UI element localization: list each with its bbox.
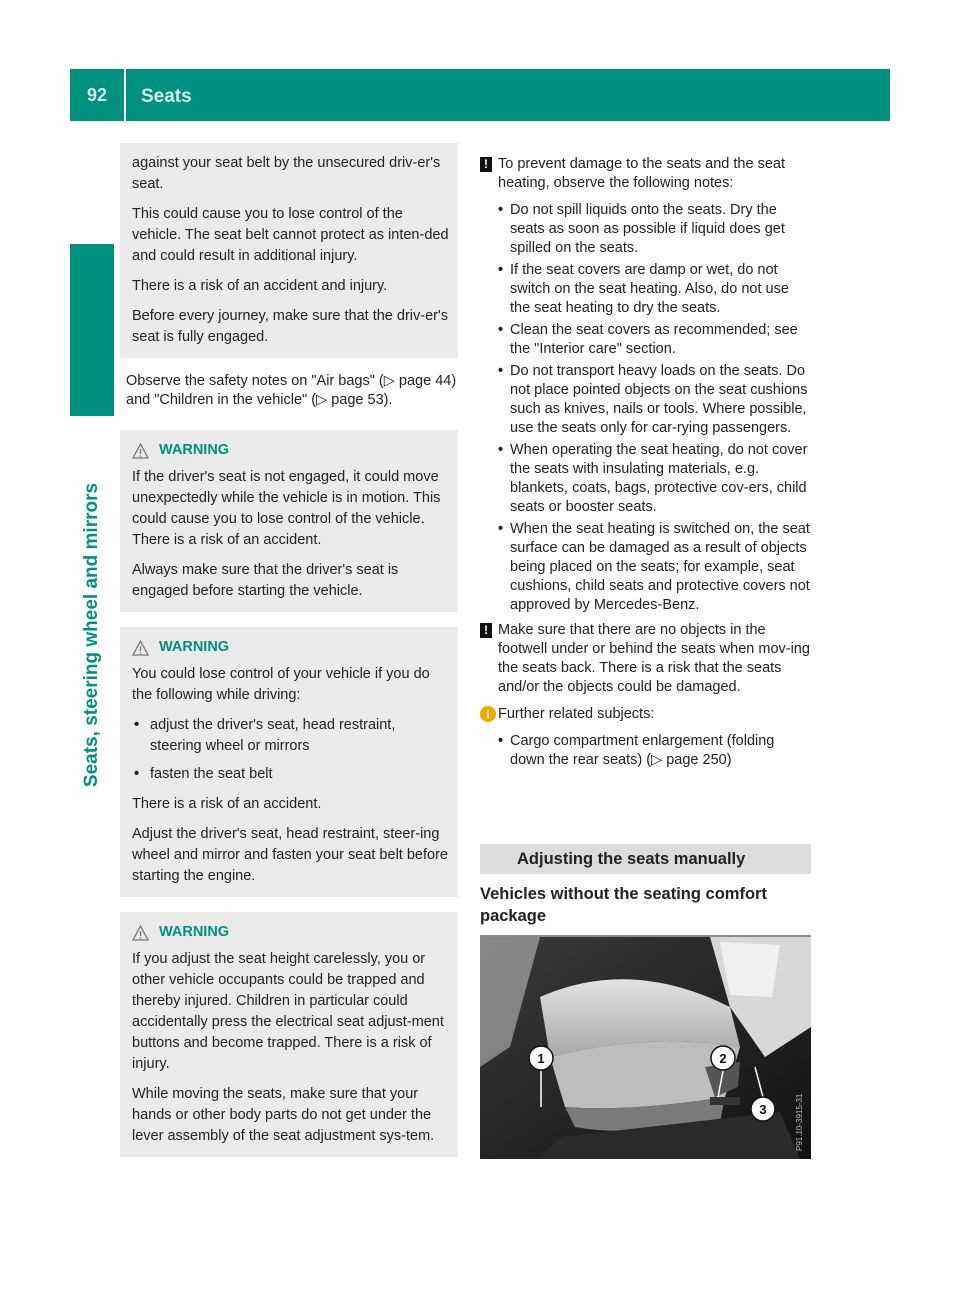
- note-text: Make sure that there are no objects in the footwell under or behind the seats when mov-ing the seats back. There is a risk that the seats and/or the objects could be damaged.: [498, 622, 810, 695]
- continued-warning-box: [120, 143, 458, 358]
- info-note: [480, 705, 812, 724]
- damage-note: [480, 155, 812, 193]
- warning-triangle-icon: [132, 640, 149, 656]
- list-item: • adjust the driver's seat, head restraint, steering wheel or mirrors: [132, 715, 450, 757]
- list-item: • When the seat heating is switched on, the seat surface can be damaged as a result of objects being placed on the seats; for example, seat cushions, child seats and protective covers not approved by Mercedes-Benz.: [498, 520, 812, 615]
- warning-label: WARNING: [159, 639, 230, 655]
- svg-text:3: 3: [759, 1102, 767, 1117]
- warning-text: While moving the seats, make sure that your hands or other body parts do not get under the lever assembly of the seat adjustment sys-tem.: [132, 1086, 435, 1144]
- warning-list: [132, 715, 450, 785]
- related-subjects-list: [480, 732, 812, 770]
- observe-note: Observe the safety notes on "Air bags" (▷ page 44) and "Children in the vehicle" (▷ page 53).: [126, 373, 457, 408]
- exclamation-icon: !: [480, 623, 492, 638]
- damage-note-list: [480, 201, 812, 615]
- exclamation-icon: !: [480, 157, 492, 172]
- page-number: 92: [70, 69, 126, 121]
- warning-text: If you adjust the seat height carelessly, you or other vehicle occupants could be trapped and thereby injured. Children in particular could accidentally press the electrical seat adjust-ment buttons and become trapped. There is a risk of injury.: [132, 951, 444, 1072]
- list-item: • fasten the seat belt: [132, 764, 450, 785]
- list-item: • When operating the seat heating, do not cover the seats with insulating materials, e.g. blankets, coats, bags, protective cov-ers, child seats or booster seats.: [498, 441, 812, 517]
- list-item: • Clean the seat covers as recommended; see the "Interior care" section.: [498, 321, 812, 359]
- box-paragraph: against your seat belt by the unsecured driv-er's seat.: [132, 155, 441, 192]
- box-paragraph: Before every journey, make sure that the driv-er's seat is fully engaged.: [132, 308, 448, 345]
- list-item: • Cargo compartment enlargement (folding down the rear seats) (▷ page 250): [498, 732, 812, 770]
- list-item: • Do not spill liquids onto the seats. Dry the seats as soon as possible if liquid does get spilled on the seats.: [498, 201, 812, 258]
- info-icon: i: [480, 706, 496, 722]
- footwell-note: [480, 621, 812, 697]
- warning-text: There is a risk of an accident.: [132, 796, 322, 812]
- warning-label: WARNING: [159, 442, 230, 458]
- info-text: Further related subjects:: [498, 706, 655, 722]
- box-paragraph: This could cause you to lose control of the vehicle. The seat belt cannot protect as inten-ded and could result in additional injury.: [132, 206, 449, 264]
- warning-box: [120, 627, 458, 897]
- warning-header: [132, 637, 450, 658]
- warning-triangle-icon: [132, 443, 149, 459]
- warning-header: [132, 440, 450, 461]
- warning-text: Adjust the driver's seat, head restraint, steer-ing wheel and mirror and fasten your seat belt before starting the engine.: [132, 826, 448, 884]
- right-column: [480, 155, 812, 776]
- subheading: Vehicles without the seating comfort package: [480, 883, 811, 937]
- side-tab: [70, 420, 114, 850]
- warning-box: [120, 912, 458, 1157]
- warning-box: [120, 430, 458, 612]
- box-paragraph: There is a risk of an accident and injury.: [132, 278, 388, 294]
- svg-text:2: 2: [719, 1051, 727, 1066]
- image-code: P91.10-3915-31: [795, 1093, 804, 1151]
- seat-photo: [480, 937, 811, 1159]
- left-column: [120, 143, 458, 1157]
- note-text: To prevent damage to the seats and the seat heating, observe the following notes:: [498, 156, 785, 191]
- warning-label: WARNING: [159, 924, 230, 940]
- warning-header: [132, 922, 450, 943]
- list-item: • If the seat covers are damp or wet, do not switch on the seat heating. Also, do not use the seat heating to dry the seats.: [498, 261, 812, 318]
- warning-text: Always make sure that the driver's seat is engaged before starting the vehicle.: [132, 562, 399, 599]
- warning-text: You could lose control of your vehicle if you do the following while driving:: [132, 666, 430, 703]
- section-heading: Adjusting the seats manually: [480, 844, 811, 874]
- svg-text:1: 1: [537, 1051, 545, 1066]
- header-bar: [70, 69, 890, 121]
- list-item: • Do not transport heavy loads on the seats. Do not place pointed objects on the seat cushions such as knives, nails or tools. Where possible, use the seats only for car-rying passengers.: [498, 362, 812, 438]
- side-tab-label: Seats, steering wheel and mirrors: [81, 482, 102, 788]
- warning-text: If the driver's seat is not engaged, it could move unexpectedly while the vehicle is in motion. This could cause you to lose control of the vehicle. There is a risk of an accident.: [132, 469, 441, 548]
- callout-3: [751, 1097, 775, 1121]
- side-tab-marker: [70, 244, 114, 416]
- callout-2: [711, 1046, 735, 1070]
- page-title: Seats: [141, 86, 192, 107]
- warning-triangle-icon: [132, 925, 149, 941]
- callout-1: [529, 1046, 553, 1070]
